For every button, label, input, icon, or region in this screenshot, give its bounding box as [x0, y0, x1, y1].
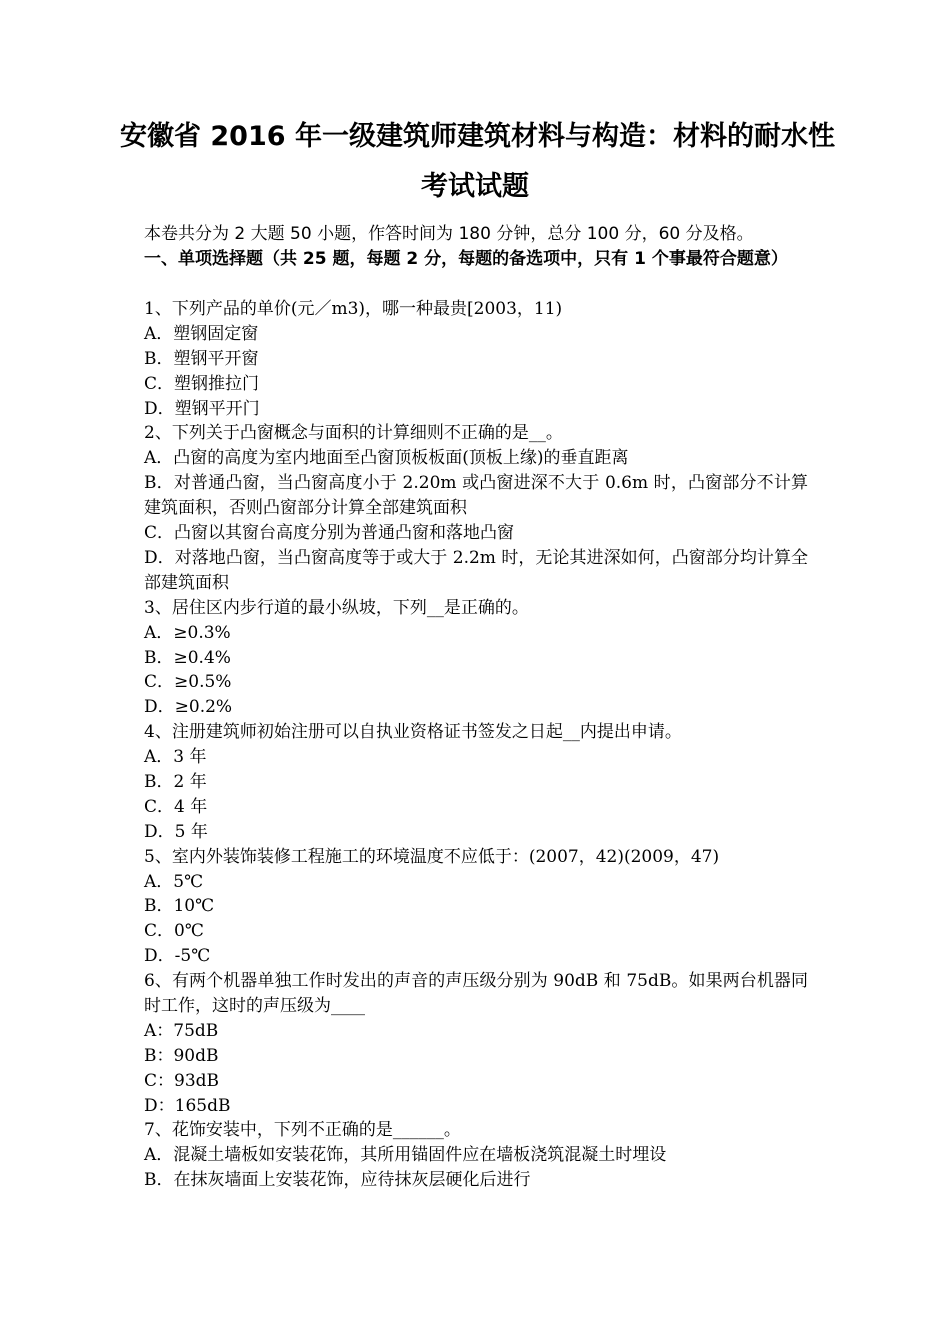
option: D．5 年: [144, 821, 208, 842]
option: B．塑钢平开窗: [144, 348, 259, 369]
option: D．≥0.2%: [144, 697, 233, 718]
option: A．3 年: [144, 747, 207, 768]
question-stem: 5、室内外装饰装修工程施工的环境温度不应低于：(2007，42)(2009，47): [144, 846, 720, 867]
question-stem: 7、花饰安装中，下列不正确的是______。: [144, 1120, 461, 1141]
option: A．凸窗的高度为室内地面至凸窗顶板板面(顶板上缘)的垂直距离: [144, 448, 629, 469]
option: B．2 年: [144, 771, 207, 792]
option: C．凸窗以其窗台高度分别为普通凸窗和落地凸窗: [144, 523, 515, 544]
question-stem: 4、注册建筑师初始注册可以自执业资格证书签发之日起__内提出申请。: [144, 722, 682, 743]
question-list: [144, 297, 808, 1193]
option: B．在抹灰墙面上安装花饰，应待抹灰层硬化后进行: [144, 1170, 531, 1191]
option: A．≥0.3%: [144, 622, 231, 643]
option: D：165dB: [144, 1095, 231, 1116]
question-stem: 6、有两个机器单独工作时发出的声音的声压级分别为 90dB 和 75dB。如果两台机器同时工作，这时的声压级为____: [144, 971, 808, 1017]
document-title-line-1: 安徽省 2016 年一级建筑师建筑材料与构造：材料的耐水性: [120, 121, 835, 152]
option: D．-5℃: [144, 946, 211, 967]
option: A．塑钢固定窗: [144, 323, 259, 344]
option: C．4 年: [144, 796, 208, 817]
option: C．≥0.5%: [144, 672, 232, 693]
option: D．塑钢平开门: [144, 398, 260, 419]
option: B．对普通凸窗，当凸窗高度小于 2.20m 或凸窗进深不大于 0.6m 时，凸窗部分不计算建筑面积，否则凸窗部分计算全部建筑面积: [144, 473, 808, 519]
option: A：75dB: [144, 1020, 219, 1041]
question-stem: 1、下列产品的单价(元／m3)，哪一种最贵[2003，11): [144, 299, 563, 319]
question-stem: 2、下列关于凸窗概念与面积的计算细则不正确的是__。: [144, 423, 563, 444]
option: A．混凝土墙板如安装花饰，其所用锚固件应在墙板浇筑混凝土时埋设: [144, 1145, 667, 1166]
option: C．塑钢推拉门: [144, 373, 260, 394]
option: D．对落地凸窗，当凸窗高度等于或大于 2.2m 时，无论其进深如何，凸窗部分均计算全部建筑面积: [144, 547, 808, 593]
option: B．10℃: [144, 896, 215, 917]
option: C．0℃: [144, 921, 204, 942]
option: B．≥0.4%: [144, 647, 231, 668]
question-stem: 3、居住区内步行道的最小纵坡，下列__是正确的。: [144, 597, 529, 618]
option: C：93dB: [144, 1070, 220, 1091]
document-title-line-2: 考试试题: [421, 171, 529, 202]
option: A．5℃: [144, 871, 204, 892]
option: B：90dB: [144, 1045, 219, 1066]
section-heading: 一、单项选择题（共 25 题，每题 2 分，每题的备选项中，只有 1 个事最符合题意）: [144, 249, 788, 269]
exam-intro: 本卷共分为 2 大题 50 小题，作答时间为 180 分钟，总分 100 分，60 分及格。: [144, 224, 754, 244]
